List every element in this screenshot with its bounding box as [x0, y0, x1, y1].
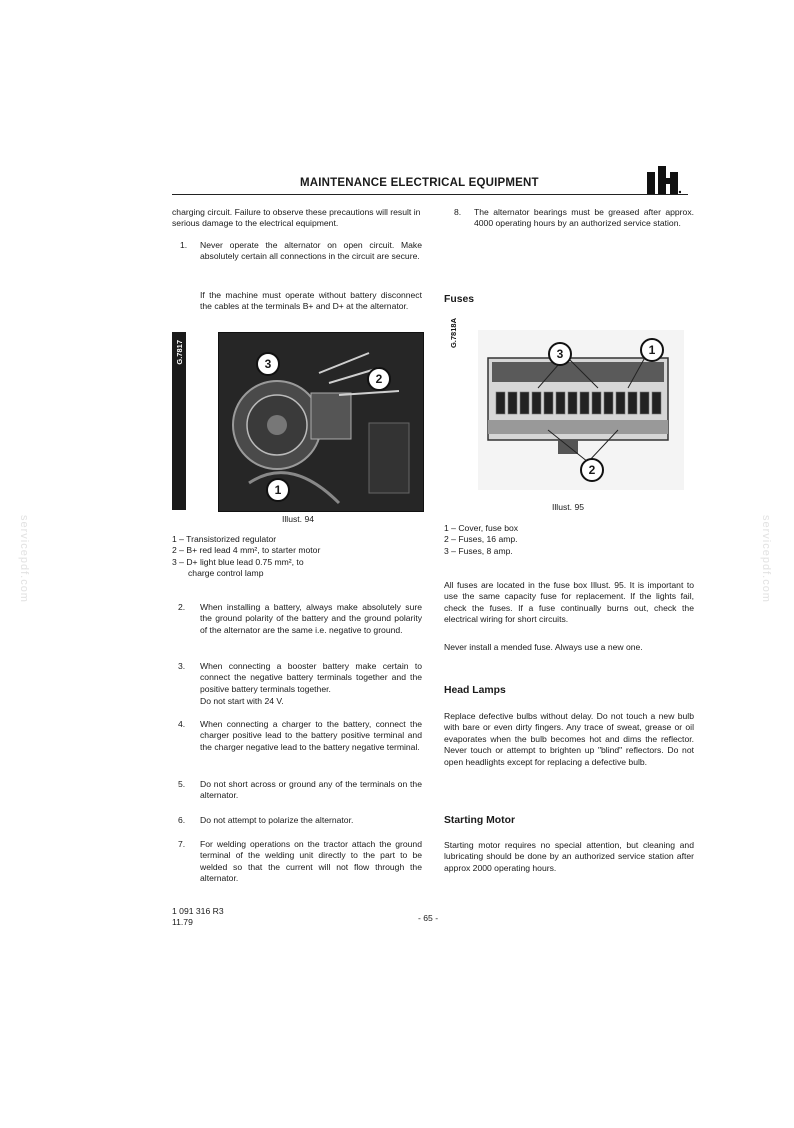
legend-item: charge control lamp [188, 568, 264, 579]
item-text: Do not attempt to polarize the alternator. [200, 815, 354, 825]
fuse-legend [444, 523, 694, 557]
fuses-heading: Fuses [444, 294, 475, 305]
fuses-paragraph: All fuses are located in the fuse box Illust. 95. It is important to use the same capacity fuse for replacement. If the lights fail, check the fuses. If a fuse continually burns out, check the electrical wiring for short circuits. [444, 580, 694, 625]
list-item [172, 815, 422, 826]
watermark-right: servicepdf.com [760, 515, 772, 603]
callout-3: 3 [256, 352, 280, 376]
starting-motor-text: Starting motor requires no special attention, but cleaning and lubricating should be done by an authorized service station after approx 2000 operating hours. [444, 840, 694, 873]
item-text: When connecting a charger to the battery, connect the charger positive lead to the battery positive terminal and the charger negative lead to the battery negative terminal. [200, 719, 422, 752]
head-lamps-heading: Head Lamps [444, 685, 506, 696]
list-item [172, 719, 422, 753]
legend-item: 3 – D+ light blue lead 0.75 mm², to [172, 556, 304, 567]
document-date: 11.79 [172, 917, 193, 927]
starting-motor-heading: Starting Motor [444, 815, 515, 826]
page-number: - 65 - [418, 913, 439, 923]
intro-text: charging circuit. Failure to observe these precautions will result in serious damage to the electrical equipment. [172, 207, 421, 229]
item-number: 2. [178, 602, 186, 612]
item-number: 1. [180, 240, 188, 250]
callout-3: 3 [548, 342, 572, 366]
list-item [172, 839, 422, 885]
list-item [172, 602, 422, 636]
legend-item: 2 – Fuses, 16 amp. [444, 534, 518, 545]
item-number: 5. [178, 779, 186, 789]
alternator-illustration [219, 333, 423, 511]
watermark-left: servicepdf.com [18, 515, 30, 603]
item-number: 6. [178, 815, 186, 825]
figure-code: G.7817 [175, 340, 184, 365]
figure-caption: Illust. 94 [282, 514, 315, 524]
item-text: Do not start with 24 V. [200, 696, 284, 706]
item-text: The alternator bearings must be greased after approx. 4000 operating hours by an authorized service station. [474, 207, 694, 229]
figure-code: G.7818A [449, 318, 458, 349]
item-text: Never operate the alternator on open circuit. Make absolutely certain all connections in the circuit are secure. [200, 240, 422, 262]
fuses-warning: Never install a mended fuse. Always use a new one. [444, 642, 643, 652]
item-text: When connecting a booster battery make certain to connect the negative battery terminals together and the positive battery terminals together. [200, 661, 422, 694]
legend-item: 3 – Fuses, 8 amp. [444, 545, 513, 556]
callout-2: 2 [367, 367, 391, 391]
callout-1: 1 [640, 338, 664, 362]
list-item [172, 240, 422, 263]
legend-item: 1 – Cover, fuse box [444, 523, 519, 533]
list-item [172, 661, 422, 695]
head-lamps-text: Replace defective bulbs without delay. Do not touch a new bulb with bare or even dirty fingers. Any trace of sweat, grease or oil evaporates when the bulb becomes hot and dims the reflector. Never touch or attempt to brighten up "blind" reflectors. Do not open headlights except for replacing a defective bulb. [444, 711, 694, 767]
item-number: 7. [178, 839, 186, 849]
figure-legend [172, 534, 422, 580]
item1-note: If the machine must operate without battery disconnect the cables at the terminals B+ and D+ at the alternator. [200, 290, 422, 312]
list-item [172, 779, 422, 802]
item-number: 8. [454, 207, 462, 217]
header-rule [172, 194, 688, 195]
legend-item: 2 – B+ red lead 4 mm², to starter motor [172, 545, 321, 556]
item-number: 3. [178, 661, 186, 671]
ih-logo-icon [645, 166, 681, 194]
document-code: 1 091 316 R3 [172, 906, 224, 916]
page-header-title: MAINTENANCE ELECTRICAL EQUIPMENT [300, 177, 539, 189]
callout-1: 1 [266, 478, 290, 502]
figure-caption: Illust. 95 [552, 502, 585, 512]
alternator-photo [218, 332, 424, 512]
legend-item: 1 – Transistorized regulator [172, 534, 277, 544]
item-text: For welding operations on the tractor attach the ground terminal of the welding unit directly to the part to be welded so that the current will not flow through the alternator. [200, 839, 422, 884]
item-number: 4. [178, 719, 186, 729]
item-text: Do not short across or ground any of the terminals on the alternator. [200, 779, 422, 801]
item-text: When installing a battery, always make absolutely sure the ground polarity of the battery and the ground polarity of the alternator are the same i.e. negative to ground. [200, 602, 422, 635]
list-item [444, 207, 694, 230]
callout-2: 2 [580, 458, 604, 482]
